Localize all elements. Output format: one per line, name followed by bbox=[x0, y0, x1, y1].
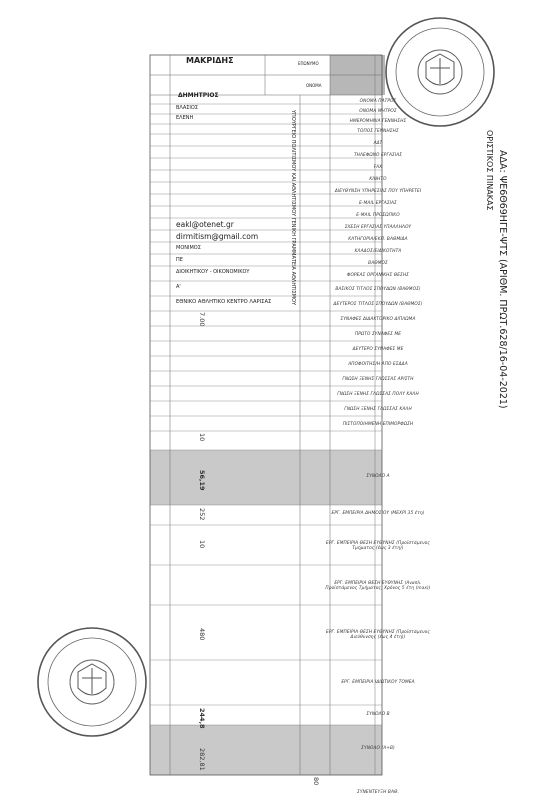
grade-value: Α' bbox=[176, 284, 181, 290]
surname-label: ΕΠΩΝΥΜΟ bbox=[298, 61, 319, 66]
interview-value: 80 bbox=[312, 777, 320, 786]
label-mother: ΟΝΟΜΑ ΜΗΤΡΟΣ bbox=[359, 109, 397, 114]
total-ab-value: 282,81 bbox=[198, 748, 206, 771]
label-exp-director: ΕΡΓ. ΕΜΠΕΙΡΙΑ ΘΕΣΗ ΕΥΘΥΝΗΣ (Προϊστάμενος Διεύθυνσης (έως 4 έτη)) bbox=[326, 630, 430, 640]
label-fax: FAX bbox=[373, 165, 383, 170]
label-birthplace: ΤΟΠΟΣ ΓΕΝΝΗΣΗΣ bbox=[357, 129, 399, 134]
label-exp-public: ΕΡΓ. ΕΜΠΕΙΡΙΑ ΔΗΜΟΣΙΟΥ (ΜΕΧΡΙ 35 έτη) bbox=[331, 511, 425, 516]
label-lang-good: ΓΝΩΣΗ ΞΕΝΗΣ ΓΛΩΣΣΑΣ ΚΑΛΗ bbox=[344, 407, 412, 412]
label-second-degree: ΔΕΥΤΕΡΟΣ ΤΙΤΛΟΣ ΣΠΟΥΔΩΝ (ΒΑΘΜΟΣ) bbox=[333, 302, 423, 307]
label-father: ΟΝΟΜΑ ΠΑΤΡΟΣ bbox=[359, 99, 397, 104]
exp-public-value: 252 bbox=[198, 508, 206, 521]
label-work-email: E-MAIL ΕΡΓΑΣΙΑΣ bbox=[359, 201, 397, 206]
official-seal-bottom bbox=[32, 622, 152, 742]
label-branch: ΚΛΑΔΟΣ/ΕΙΔΙΚΟΤΗΤΑ bbox=[354, 249, 402, 254]
official-seal-top bbox=[380, 12, 500, 132]
personal-email-value: dirmitism@gmail.com bbox=[176, 232, 259, 241]
side-heading: ΟΡΙΣΤΙΚΟΣ ΠΙΝΑΚΑΣ bbox=[485, 130, 494, 211]
firstname-value: ΔΗΜΗΤΡΙΟΣ bbox=[178, 92, 219, 99]
label-grade: ΒΑΘΜΟΣ bbox=[368, 261, 388, 266]
label-total-ab: ΣΥΝΟΛΟ (Α+Β) bbox=[361, 746, 395, 751]
mother-name-value: ΕΛΕΝΗ bbox=[176, 115, 194, 121]
total-a-value: 56,19 bbox=[198, 470, 206, 491]
label-exp-private: ΕΡΓ. ΕΜΠΕΙΡΙΑ ΙΔΙΩΤΙΚΟΥ ΤΟΜΕΑ bbox=[341, 680, 415, 685]
label-exp-head-dept: ΕΡΓ. ΕΜΠΕΙΡΙΑ ΘΕΣΗ ΕΥΘΥΝΗΣ (Προϊστάμενος Τμήματος (έως 3 έτη)) bbox=[326, 541, 430, 551]
basic-degree-value: 7.00 bbox=[198, 312, 206, 327]
surname-value: ΜΑΚΡΙΔΗΣ bbox=[186, 56, 234, 65]
label-employment-relation: ΣΧΕΣΗ ΕΡΓΑΣΙΑΣ ΥΠΑΛΛΗΛΟΥ bbox=[344, 225, 412, 230]
exp-director-value: 480 bbox=[198, 628, 206, 641]
label-category: ΚΑΤΗΓΟΡΙΑ/ΕΚΠ. ΒΑΘΜΙΔΑ bbox=[348, 237, 408, 242]
organic-position-value: ΕΘΝΙΚΟ ΑΘΛΗΤΙΚΟ ΚΕΝΤΡΟ ΛΑΡΙΣΑΣ bbox=[176, 299, 272, 305]
label-basic-degree: ΒΑΣΙΚΟΣ ΤΙΤΛΟΣ ΣΠΟΥΔΩΝ (ΒΑΘΜΟΣ) bbox=[335, 287, 421, 292]
branch-value: ΔΙΟΙΚΗΤΙΚΟΥ - ΟΙΚΟΝΟΜΙΚΟΥ bbox=[176, 269, 250, 275]
label-lang-very-good: ΓΝΩΣΗ ΞΕΝΗΣ ΓΛΩΣΣΑΣ ΠΟΛΥ ΚΑΛΗ bbox=[337, 392, 419, 397]
label-lang-excellent: ΓΝΩΣΗ ΞΕΝΗΣ ΓΛΩΣΣΑΣ ΑΡΙΣΤΗ bbox=[342, 377, 414, 382]
employment-relation-value: ΜΟΝΙΜΟΣ bbox=[176, 245, 201, 251]
label-birthdate: ΗΜΕΡΟΜΗΝΙΑ ΓΕΝΝΗΣΗΣ bbox=[349, 119, 407, 124]
label-doctorate: ΣΥΝΑΦΕΣ ΔΙΔΑΚΤΟΡΙΚΟ ΔΙΠΛΩΜΑ bbox=[340, 317, 416, 322]
label-mobile: ΚΙΝΗΤΟ bbox=[369, 177, 387, 182]
exp-head-dept-value: 10 bbox=[198, 540, 206, 549]
label-second-master: ΔΕΥΤΕΡΟ ΣΥΝΑΦΕΣ ΜΕ bbox=[352, 347, 404, 352]
label-id: ΑΔΤ bbox=[373, 141, 383, 146]
category-value: ΠΕ bbox=[176, 257, 183, 263]
label-service-address: ΔΙΕΥΘΥΝΣΗ ΥΠΗΡΕΣΙΑΣ ΠΟΥ ΥΠΗΡΕΤΕΙ bbox=[334, 189, 422, 194]
firstname-label: ΟΝΟΜΑ bbox=[306, 83, 322, 88]
label-personal-email: E-MAIL ΠΡΟΣΩΠΙΚΟ bbox=[356, 213, 400, 218]
work-email-value: eakl@otenet.gr bbox=[176, 220, 234, 229]
total-b-value: 244,8 bbox=[198, 708, 206, 729]
ministry-caption: ΥΠΟΥΡΓΕΙΟ ΠΟΛΙΤΙΣΜΟΥ ΚΑΙ ΑΘΛΗΤΙΣΜΟΥ ΓΕΝΙΚΗ ΓΡΑΜΜΑΤΕΙΑ ΑΘΛΗΤΙΣΜΟΥ bbox=[290, 110, 296, 306]
father-name-value: ΒΛΑΣΙΟΣ bbox=[176, 105, 198, 111]
label-training: ΠΙΣΤΟΠΟΙΗΜΕΝΗ ΕΠΙΜΟΡΦΩΣΗ bbox=[342, 422, 414, 427]
ada-stamp: ΑΔΑ: ΨΕ6Θ69ΗΓΕ-ΨΤΣ (ΑΡΙΘΜ. ΠΡΩΤ.628/16-04-2021) bbox=[497, 150, 508, 409]
label-exp-deputy: ΕΡΓ. ΕΜΠΕΙΡΙΑ ΘΕΣΗ ΕΥΘΥΝΗΣ (Αναπλ. Προϊστάμενος Τμήματος, Χρόνος 5 έτη (max)) bbox=[325, 581, 431, 591]
training-value: 10 bbox=[198, 433, 206, 442]
label-organic-position: ΦΟΡΕΑΣ ΟΡΓΑΝΙΚΗΣ ΘΕΣΗΣ bbox=[347, 273, 409, 278]
label-total-b: ΣΥΝΟΛΟ Β bbox=[366, 712, 390, 717]
label-first-master: ΠΡΩΤΟ ΣΥΝΑΦΕΣ ΜΕ bbox=[354, 332, 402, 337]
label-esdda: ΑΠΟΦΟΙΤΗΣ/Η ΑΠΟ ΕΣΔΔΑ bbox=[348, 362, 408, 367]
label-work-phone: ΤΗΛΕΦΩΝΟ ΕΡΓΑΣΙΑΣ bbox=[353, 153, 403, 158]
label-interview: ΣΥΝΕΝΤΕΥΞΗ ΒΑΘ. bbox=[357, 790, 399, 795]
label-total-a: ΣΥΝΟΛΟ Α bbox=[366, 474, 390, 479]
